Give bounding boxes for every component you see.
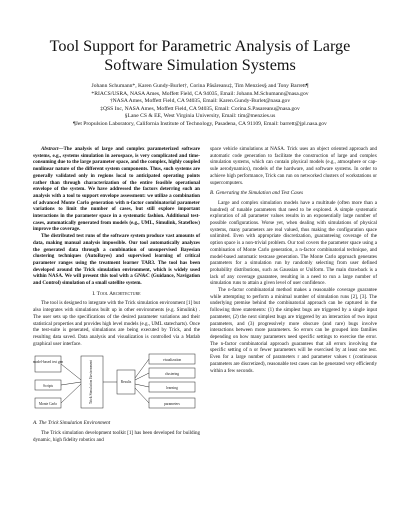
section-heading-1: I. Tool Architecture xyxy=(92,290,141,297)
scripts-label: Scripts xyxy=(43,384,53,389)
parameters-label: parameters xyxy=(164,402,180,407)
right-column xyxy=(210,146,377,374)
abstract-paragraph-1 xyxy=(33,146,200,233)
author-block xyxy=(20,83,380,129)
affiliation-qss: ‡QSS Inc, NASA Ames, Moffett Field, CA 94035, Email: Corina.S.Pasareanu@nasa.gov xyxy=(100,105,300,112)
models-box xyxy=(33,356,64,372)
architecture-figure xyxy=(33,350,200,416)
montecarlo-label: Monte Carlo xyxy=(38,402,58,407)
learning-label: learning xyxy=(166,386,178,391)
affiliation-wvu: §Lane CS & EE, West Virginia University, Email: tim@menzies.us xyxy=(124,113,276,120)
abstract-label: Abstract xyxy=(41,146,59,152)
clustering-label: clustering xyxy=(164,372,180,377)
affiliation-riacs: *RIACS/USRA, NASA Ames, Moffett Field, CA 94035, Email: Johann.M.Schumann@nasa.gov xyxy=(91,90,309,97)
subsection-a-paragraph: The Trick simulation development toolkit [1] has been developed for building dynamic, high fidelity robotics and xyxy=(33,430,200,443)
affiliation-nasa-ames: †NASA Ames, Moffett Field, CA 94035, Email: Karen.Gundy-Burlet@nasa.gov xyxy=(109,98,291,105)
author-names: Johann Schumann*, Karen Gundy-Burlet†, Corina Păsăreanu‡, Tim Menzies§ and Tony Barrett¶ xyxy=(91,83,309,89)
abstract-paragraph-2: The distributed test runs of the software system produce vast amounts of data, making manual analysis impossible. Our tool automatically analyzes the generated data through a combination of unsupervised Bayesian clustering techniques (AutoBayes) and supervised learning of critical parameter ranges using the treatment learner TAR3. The tool has been developed around the Trick simulation environment, which is widely used within NASA. We will present this tool with a GN&C (Guidance, Navigation and Control) simulation of a small satellite system. xyxy=(33,233,200,287)
left-column xyxy=(33,146,200,444)
title-line-1: Tool Support for Parametric Analysis of Large xyxy=(49,37,351,55)
results-label: Results xyxy=(120,380,132,385)
paper-title xyxy=(20,37,380,75)
architecture-diagram xyxy=(33,350,200,416)
subsection-b-paragraph-2: The n-factor combinatorial method makes a reasonable coverage guarantee while attempting to perform a minimal number of simulation runs [2], [3]. The underlying premise behind the combinatorial approach can be captured in the following three statements: (1) the simplest bugs are triggered by a single input parameter, (2) the next simplest bugs are triggered by an interaction of two input parameters, and (3) progressively more obscure (and rare) bugs involve interactions between more parameters. So errors can be grouped into families depending on how many parameters need specific settings to exercise the error. The n-factor combinatorial approach guarantees that all errors involving the specific setting of n or fewer parameters will be exercised by at least one test. Even for a large number of parameters r and parameter values t (continuous parameters are discretized), reasonable test cases can be generated very efficiently within a few seconds. xyxy=(210,287,377,374)
abstract-text-1: —The analysis of large and complex parameterized software systems, e.g., systems simulation in aerospace, is very complicated and time-consuming due to the large parameter space, and the complex, highly coupled nonlinear nature of the different system components. Thus, such systems are generally validated only in regions local to anticipated operating points rather than through characterization of the entire feasible operational envelope of the system. We have addressed the factors deterring such an analysis with a tool to support envelope assessment: we utilize a combination of advanced Monte Carlo generation with n-factor combinatorial parameter variations to limit the number of cases, but still explore important interactions in the parameter space in a systematic fashion. Additional test-cases, automatically generated from models (e.g., UML, Simulink, Stateflow) improve the coverage. xyxy=(33,146,200,233)
section-1-paragraph: The tool is designed to integrate with the Trick simulation environment [1] but also integrates with simulations built up in other environments (e.g. Simulink) . The user sets up the specifications of the desired parameter variations and their statistical properties and provides high level models (e.g., UML statecharts). Once the test-suite is generated, simulations are being executed by Trick, and the resulting data saved. Data analysis and visualization is controlled via a Matlab graphical user interface. xyxy=(33,300,200,347)
subsection-heading-a: A. The Trick Simulation Environment xyxy=(33,420,111,427)
title-line-2: Software Simulation Systems xyxy=(104,56,296,74)
models-label: model-based test gen xyxy=(33,360,64,365)
subsection-heading-b: B. Generating the Simulation and Test Cases xyxy=(210,190,304,197)
trick-continued-paragraph: space vehicle simulations at NASA. Trick uses an object oriented approach and automatic code generation to facilitate the construction of large and complex simulation systems, which can contain physical models (e.g., atmosphere or cap-sule aerodynamics), models of the hardware, and software systems. In order to achieve high performance, Trick can run on networked clusters of workstations or supercomputers. xyxy=(210,146,377,186)
visualization-label: visualization xyxy=(162,358,182,363)
subsection-b-paragraph-1: Large and complex simulation models have a multitude (often more than a hundred) of tunable parameters that need to be explored. A simple systematic exploration of all parameter values results in an exponentially large number of possible configurations. Worse yet, when dealing with simulations of physical systems, many parameters are real valued, thus making the configuration space unlimited. Even with appropriate discretization, guaranteeing coverage of the option space is a non-trivial problem. Our tool covers the parameter space using a combination of Monte Carlo generation, a n-factor combinatorial technique, and model-based automatic testcase generation. The Monte Carlo approach generates parameters for a simulation run by randomly selecting from user defined probability distributions, such as Gaussian or Uniform. The main drawback is a lack of any coverage guarantee, resulting in a need to run a large number of simulation runs to attain a given level of user confidence. xyxy=(210,199,377,287)
trick-label: Trick Simulation Environment xyxy=(89,360,93,405)
affiliation-jpl: ¶Jet Propulsion Laboratory, California Institute of Technology, Pasadena, CA 91109, Email: barrett@jpl.nasa.gov xyxy=(73,120,327,127)
